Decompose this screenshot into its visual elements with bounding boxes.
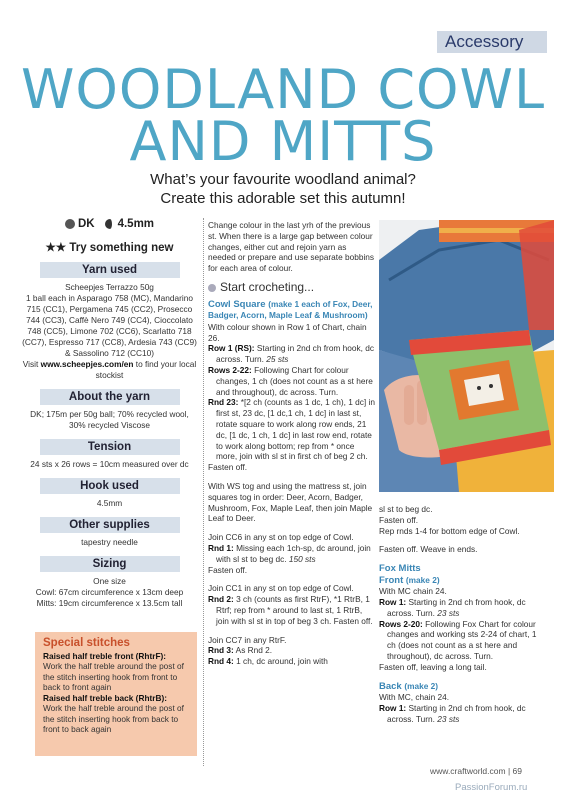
- stitch-rhtrf-text: Work the half treble around the post of the stitch inserting hook from front to back to front again: [43, 661, 184, 692]
- hook-size-label: 4.5mm: [117, 218, 155, 230]
- back-title: Back: [379, 680, 402, 692]
- info-column: [22, 218, 197, 609]
- bullet-icon: [208, 284, 216, 292]
- page-footer: [430, 766, 522, 776]
- front-rows2-20: [379, 619, 547, 662]
- row-text: 1 ch, dc around, join with: [236, 656, 328, 667]
- visit-end: to find your local stockist: [95, 359, 197, 380]
- stitch-count: 150 sts: [288, 553, 316, 564]
- hook-used-text: 4.5mm: [96, 498, 123, 508]
- special-stitches-heading: Special stitches: [43, 637, 130, 649]
- footer-url[interactable]: www.craftworld.com: [430, 766, 506, 776]
- row-text: Following Chart for colour changes, 1 ch (does not count as a st here and throughout), dc across. Turn.: [216, 364, 373, 397]
- yarn-colours: 1 ball each in Asparago 758 (MC), Mandarino 715 (CC1), Pergamena 745 (CC2), Prosecco 744 (CC3), Caffè Nero 749 (CC4), Cioccolato 748 (CC5), Limone 702 (CC6), Scarlatto 718 (CC7), Espresso 717 (CC8), Ardesia 743 (CC9) & Sassolino 712 (CC10): [22, 293, 197, 358]
- start-crocheting: [208, 279, 376, 294]
- special-stitches-box: [35, 632, 197, 756]
- row-label: Rnd 23:: [208, 397, 239, 408]
- row-text: As Rnd 2.: [235, 645, 273, 656]
- row-text: Missing each 1ch-sp, dc around, join with sl st to beg dc.: [216, 542, 371, 564]
- watermark: PassionForum.ru: [455, 782, 528, 793]
- row-label: Rows 2-22:: [208, 364, 252, 375]
- hook-icon: [105, 219, 115, 229]
- fasten-off: Fasten off.: [208, 462, 248, 473]
- weight-spec: [65, 218, 95, 230]
- join-squares: With WS tog and using the mattress st, join squares tog in order: Deer, Acorn, Badger, Mushroom, Fox, Maple Leaf, then join Maple Leaf to Deer.: [208, 480, 373, 524]
- standfirst: [0, 170, 566, 208]
- repeat-bottom: Rep rnds 1-4 for bottom edge of Cowl.: [379, 525, 520, 536]
- mitts-photo-illustration: [379, 220, 554, 492]
- tension-text: 24 sts x 26 rows = 10cm measured over dc: [30, 459, 189, 469]
- back-p1: With MC, chain 24.: [379, 692, 450, 703]
- stitch-rhtrf-name: Raised half treble front (RhtrF):: [43, 650, 167, 661]
- other-supplies-heading: Other supplies: [40, 517, 180, 533]
- tension-heading: Tension: [40, 439, 180, 455]
- product-photo: [379, 220, 554, 492]
- fasten-off: Fasten off.: [208, 564, 248, 575]
- row-label: Rnd 3:: [208, 645, 234, 656]
- skill-label: Try something new: [69, 242, 174, 254]
- cowl-row1: [208, 343, 376, 365]
- visit-label: Visit: [22, 359, 39, 369]
- row-text: Starting in 2nd ch from hook, dc across. Turn.: [387, 596, 526, 618]
- stitch-count: 23 sts: [437, 607, 460, 618]
- sizing-heading: Sizing: [40, 556, 180, 572]
- stars-icon: ★★: [45, 242, 67, 254]
- standfirst-line2: Create this adorable set this autumn!: [160, 190, 406, 207]
- back-heading: [379, 681, 547, 693]
- sizing-mitts: Mitts: 19cm circumference x 13.5cm tall: [36, 598, 183, 608]
- pattern-column-middle: [208, 220, 376, 667]
- cowl-square-make: (make 1 each of Fox, Deer, Badger, Acorn, Maple Leaf & Mushroom): [208, 298, 373, 321]
- hook-used-heading: Hook used: [40, 478, 180, 494]
- section-tag: Accessory: [437, 31, 547, 53]
- pattern-column-right: [379, 504, 547, 724]
- edge-rnd4: [208, 656, 376, 667]
- colour-change-note: Change colour in the last yrh of the previous st. When there is a large gap between colour changes, either cut and rejoin yarn as needed or prepare and use separate bobbins for each area of colour.: [208, 220, 375, 274]
- yarn-used-heading: Yarn used: [40, 262, 180, 278]
- join-cc7: Join CC7 in any RtrF.: [208, 634, 287, 645]
- cowl-rows2-22: [208, 365, 376, 397]
- row-label: Row 1:: [379, 702, 407, 713]
- weave-ends: Fasten off. Weave in ends.: [379, 544, 478, 555]
- back-make: (make 2): [404, 680, 439, 691]
- stitch-rhtrb-name: Raised half treble back (RhtrB):: [43, 692, 168, 703]
- edge-rnd3: [208, 645, 376, 656]
- sizing-text: [22, 576, 197, 609]
- edge-rnd1: [208, 543, 376, 565]
- stitch-rhtrb-text: Work the half treble around the post of the stitch inserting hook from back to front to back again: [43, 703, 184, 734]
- footer-separator: |: [507, 766, 511, 776]
- yarn-ball-icon: [65, 219, 75, 229]
- front-title: Front: [379, 574, 404, 586]
- row-text: Starting in 2nd ch from hook, dc across. Turn.: [387, 702, 526, 724]
- start-label: Start crocheting...: [220, 279, 315, 294]
- row-label: Rnd 2:: [208, 594, 234, 605]
- row-label: Row 1 (RS):: [208, 343, 255, 354]
- join-cc1: Join CC1 in any st on top edge of Cowl.: [208, 583, 354, 594]
- skill-level: [22, 240, 197, 254]
- row-text: Following Fox Chart for colour changes and working sts 2-24 of chart, 1 ch (does not count as a st here and throughout), dc across. Turn.: [387, 618, 537, 661]
- fasten-off: Fasten off.: [379, 514, 419, 525]
- fox-mitts-heading: Fox Mitts: [379, 563, 421, 575]
- cowl-square-title: Cowl Square: [208, 298, 266, 310]
- standfirst-line1: What’s your favourite woodland animal?: [150, 171, 416, 188]
- fasten-long-tail: Fasten off, leaving a long tail.: [379, 661, 487, 672]
- row-label: Rnd 4:: [208, 656, 234, 667]
- cowl-p1: With colour shown in Row 1 of Chart, chain 26.: [208, 321, 367, 343]
- rnd4-continued: sl st to beg dc.: [379, 504, 433, 514]
- column-divider: [203, 218, 204, 766]
- yarn-used-text: [22, 282, 197, 381]
- about-yarn-heading: About the yarn: [40, 389, 180, 405]
- yarn-visit: [22, 359, 197, 381]
- scheepjes-link[interactable]: www.scheepjes.com/en: [40, 359, 134, 369]
- back-row1: [379, 703, 547, 725]
- hook-spec: [105, 218, 154, 230]
- weight-label: DK: [77, 218, 95, 230]
- stitch-count: 25 sts: [266, 354, 289, 365]
- page-number: 69: [512, 766, 523, 776]
- cowl-square-heading: [208, 299, 376, 322]
- row-label: Row 1:: [379, 596, 407, 607]
- sizing-line: One size: [93, 576, 126, 586]
- yarn-brand: Scheepjes Terrazzo 50g: [65, 282, 154, 292]
- cowl-rnd23: [208, 397, 376, 462]
- row-text: *[2 ch (counts as 1 dc, 1 ch), 1 dc] in first st, 23 dc, [1 dc,1 ch, 1 dc] in last st, rotate square to work along row ends, 21 dc, [1 dc, 1 ch, 1 dc] in last row end, rotate to work along bottom; rep from * once more, join with sl st in first ch of beg 2 ch.: [216, 397, 375, 462]
- front-heading: [379, 575, 547, 587]
- stitch-count: 23 sts: [437, 713, 460, 724]
- row-label: Rows 2-20:: [379, 618, 423, 629]
- spec-row: [22, 218, 197, 230]
- front-p1: With MC chain 24.: [379, 586, 447, 597]
- page-title-line2: AND MITTS: [129, 110, 437, 173]
- about-yarn-text: DK; 175m per 50g ball; 70% recycled wool, 30% recycled Viscose: [30, 409, 189, 430]
- sizing-cowl: Cowl: 67cm circumference x 13cm deep: [35, 587, 184, 597]
- row-text: Starting in 2nd ch from hook, dc across. Turn.: [216, 343, 375, 365]
- other-supplies-text: tapestry needle: [81, 537, 138, 547]
- row-label: Rnd 1:: [208, 542, 234, 553]
- front-make: (make 2): [405, 574, 440, 585]
- page-title-line1: WOODLAND COWL: [20, 58, 546, 121]
- row-text: 3 ch (counts as first RtrF), *1 RtrB, 1 Rtrf; rep from * around to last st, 1 RtrB, join with sl st in top of beg 3 ch. Fasten off.: [216, 594, 373, 626]
- front-row1: [379, 597, 547, 619]
- edge-rnd2: [208, 594, 376, 626]
- join-cc6: Join CC6 in any st on top edge of Cowl.: [208, 532, 354, 543]
